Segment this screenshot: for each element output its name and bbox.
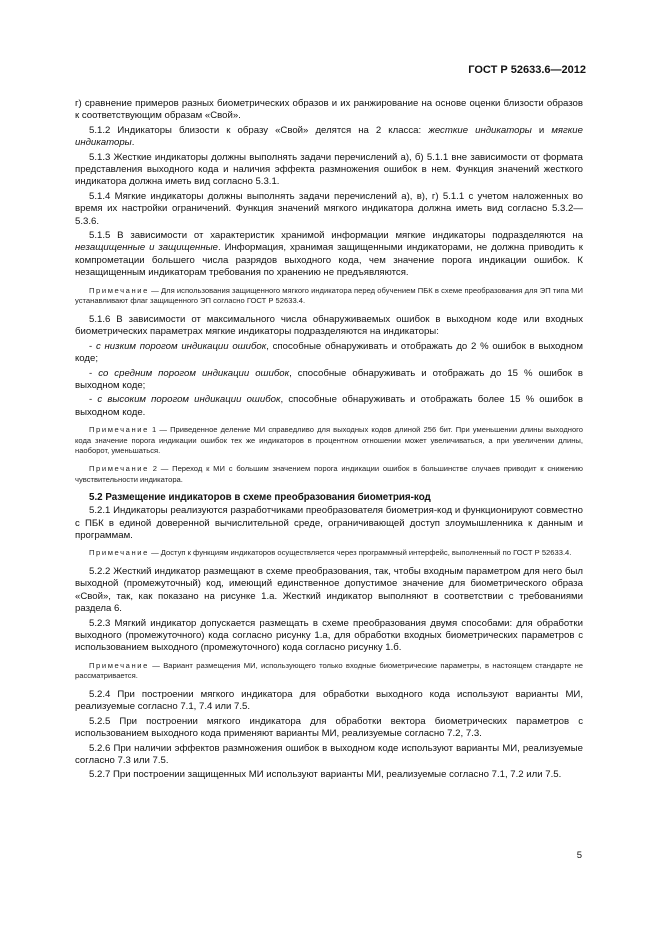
- note-text: 2 — Переход к МИ с большим значением порога индикации ошибок в большинстве случаев приводит к снижению чувствительности индикатора.: [75, 463, 583, 484]
- paragraph: [75, 341, 583, 366]
- text-run: -: [89, 394, 98, 406]
- note-label: Примечание: [89, 463, 149, 473]
- text-run: 5.2.1 Индикаторы реализуются разработчиками преобразователя биометрия-код и функционируют совместно с ПБК в единой доверенной вычислительной среде, ограничивающей доступ злоумышленника к данным и программам.: [75, 505, 583, 541]
- paragraph: [75, 689, 583, 714]
- text-run: 5.1.5 В зависимости от характеристик хранимой информации мягкие индикаторы подразделяются на: [89, 230, 583, 242]
- text-run: 5.1.4 Мягкие индикаторы должны выполнять задачи перечислений а), в), г) 5.1.1 с учетом наложенных во время их настройки ограничений. Функция значений мягкого индикатора должна иметь вид согласно 5.3.2—5.3.6.: [75, 190, 583, 227]
- text-run: 5.2.2 Жесткий индикатор размещают в схеме преобразования, так, чтобы входным параметром для него был выходной (промежуточный) код, имеющий единственное допустимое значение для биометрического образа «Свой», так, как показано на рисунке 1.а. Жесткий индикатор выполняют в соответствии с требованиями раздела 6.: [75, 565, 583, 615]
- paragraph: [75, 618, 583, 655]
- text-run: г) сравнение примеров разных биометрических образов и их ранжирование на основе оценки близости образов к соответствующим образам «Свой».: [75, 98, 583, 122]
- paragraph: [75, 743, 583, 768]
- note-label: Примечание: [89, 285, 149, 295]
- text-run: 5.2.7 При построении защищенных МИ используют варианты МИ, реализуемые согласно 7.1, 7.2 или 7.5.: [89, 769, 562, 781]
- paragraph: [75, 98, 583, 123]
- note: [75, 661, 583, 682]
- text-run: , способные обнаруживать и отображать до 15 % ошибок в выходном коде;: [75, 367, 583, 391]
- paragraph: [75, 152, 583, 189]
- text-run: 5.2.5 При построении мягкого индикатора для обработки вектора биометрических параметров с использованием выходного кода применяют варианты МИ, реализуемые согласно 7.2, 7.3.: [75, 715, 583, 740]
- text-run: 5.1.6 В зависимости от максимального числа обнаруживаемых ошибок в выходном коде или входных биометрических параметрах мягкие индикаторы подразделяются на индикаторы:: [75, 313, 583, 338]
- text-run: 5.1.3 Жесткие индикаторы должны выполнять задачи перечислений а), б) 5.1.1 вне зависимости от формата представления выходного кода и наличия эффекта размножения ошибок в нем. Функция значений жесткого индикатора должна иметь вид согласно 5.3.1.: [75, 151, 583, 188]
- paragraph: [75, 125, 583, 150]
- text-run: -: [89, 367, 99, 379]
- text-run: -: [89, 340, 96, 352]
- document-header: ГОСТ Р 52633.6—2012: [468, 64, 586, 76]
- italic-term: со средним порогом индикации ошибок: [98, 367, 290, 379]
- text-run: , способные обнаруживать и отображать до 2 % ошибок в выходном коде;: [75, 340, 583, 365]
- italic-term: незащищенные и защищенные: [75, 242, 218, 254]
- note-label: Примечание: [89, 425, 149, 435]
- text-run: , способные обнаруживать и отображать более 15 % ошибок в выходном коде.: [75, 394, 583, 418]
- paragraph: [75, 566, 583, 616]
- note-text: — Доступ к функциям индикаторов осуществляется через программный интерфейс, выполненный по ГОСТ Р 52633.4.: [148, 548, 572, 558]
- paragraph: [75, 505, 583, 542]
- paragraph: [75, 368, 583, 393]
- text-run: 5.2.6 При наличии эффектов размножения ошибок в выходном коде используют варианты МИ, реализуемые согласно 7.3 или 7.5.: [75, 742, 583, 766]
- note: [75, 286, 583, 307]
- text-run: . Информация, хранимая защищенными индикаторами, не должна приводить к компрометации большего числа разрядов выходного кода, чем значение порога индикации ошибок. К незащищенным индикаторам требования по хранению не предъявляются.: [75, 242, 583, 279]
- text-run: 5.2.4 При построении мягкого индикатора для обработки выходного кода используют варианты МИ, реализуемые согласно 7.1, 7.4 или 7.5.: [75, 688, 583, 713]
- note-text: 1 — Приведенное деление МИ справедливо для выходных кодов длиной 256 бит. При уменьшении длины выходного кода значение порога индикации ошибок тех же индикаторов в процентном отношении может увеличиваться, а при увеличении длины, наоборот, уменьшаться.: [75, 425, 583, 456]
- paragraph: [75, 191, 583, 228]
- page-number: 5: [576, 850, 582, 861]
- italic-term: жесткие индикаторы: [428, 124, 532, 136]
- section-heading: 5.2 Размещение индикаторов в схеме преобразования биометрия-код: [89, 492, 431, 504]
- note: [75, 548, 583, 559]
- paragraph: [75, 716, 583, 741]
- note: [75, 425, 583, 457]
- document-body: [75, 98, 583, 784]
- text-run: 5.2.3 Мягкий индикатор допускается размещать в схеме преобразования двумя способами: для обработки выходного (промежуточного) кода согласно рисунку 1.а, для обработки входных биометрических параметров с использованием выходного (промежуточного) кода согласно рисунку 1.б.: [75, 617, 583, 654]
- italic-term: с высоким порогом индикации ошибок: [97, 394, 281, 406]
- note-label: Примечание: [89, 548, 149, 558]
- paragraph: [75, 230, 583, 280]
- note: [75, 464, 583, 485]
- note-text: — Вариант размещения МИ, использующего только входные биометрические параметры, в настоящем стандарте не рассматривается.: [75, 660, 583, 681]
- note-label: Примечание: [89, 660, 149, 670]
- text-run: .: [131, 137, 135, 149]
- note-text: — Для использования защищенного мягкого индикатора перед обучением ПБК в схеме преобразования для ЭП типа МИ устанавливают флаг защищенного ЭП согласно ГОСТ Р 52633.4.: [75, 285, 583, 306]
- text-run: и: [531, 124, 552, 136]
- paragraph: [75, 769, 583, 781]
- text-run: 5.1.2 Индикаторы близости к образу «Свой» делятся на 2 класса:: [89, 124, 429, 136]
- italic-term: с низким порогом индикации ошибок: [95, 340, 267, 352]
- paragraph: [75, 314, 583, 339]
- paragraph: [75, 394, 583, 419]
- italic-term: мягкие индикаторы: [75, 124, 583, 149]
